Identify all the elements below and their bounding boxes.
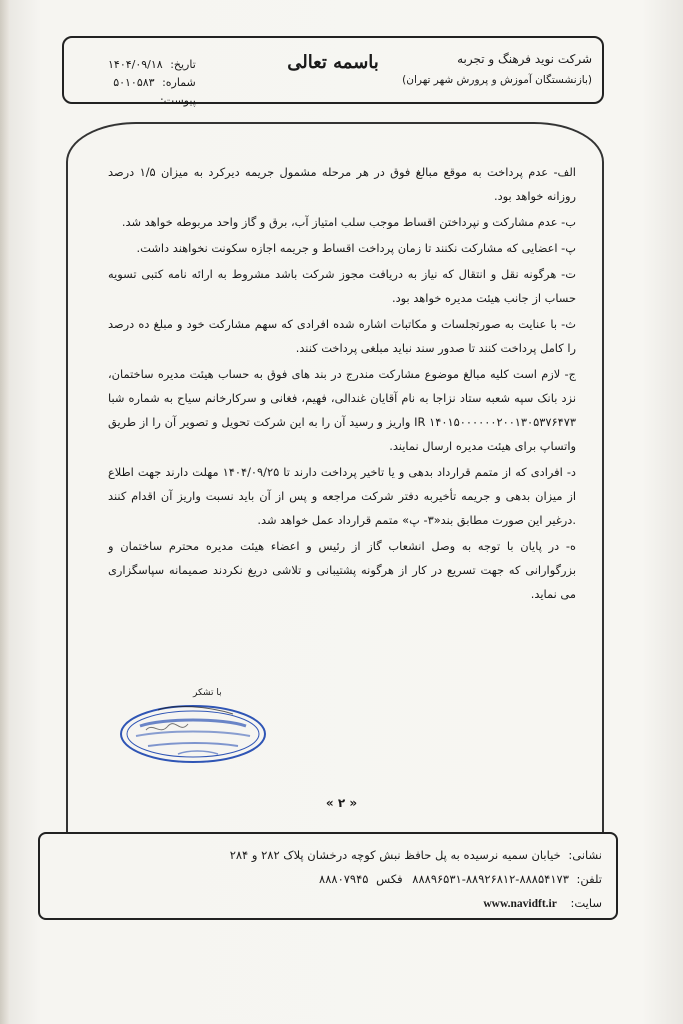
page-number: « ۲ »	[325, 796, 358, 810]
website-url[interactable]: www.navidft.ir	[483, 898, 557, 910]
clause-se: ث- با عنایت به صورتجلسات و مکاتبات اشاره شده افرادی که سهم مشارکت خود و مبلغ ده درصد را کامل پرداخت کنند تا صدور سند نباید مبلغی پرداخت کنند.	[108, 317, 576, 355]
with-thanks: با تشکر	[193, 688, 222, 698]
clause-alef: الف- عدم پرداخت به موقع مبالغ فوق در هر مرحله مشمول جریمه دیرکرد به میزان ۱/۵ درصد روزانه خواهد بود.	[108, 165, 576, 203]
address-text: خیابان سمیه نرسیده به پل حافظ نبش کوچه درخشان پلاک ۲۸۲ و ۲۸۴	[229, 848, 561, 862]
date-row	[108, 56, 196, 74]
fax-label: فکس	[376, 872, 403, 886]
number-value: ۵۰۱۰۵۸۳	[113, 76, 155, 89]
clause-he: ه- در پایان با توجه به وصل انشعاب گاز از رئیس و اعضاء هیئت مدیره محترم ساختمان و بزرگوارانی که جهت تسریع در کار از هرگونه پشتیبانی و تلاشی دریغ نکردند صمیمانه سپاسگزاری می نماید.	[108, 539, 576, 601]
date-value: ۱۴۰۴/۰۹/۱۸	[108, 58, 163, 71]
number-row	[108, 74, 196, 92]
letter-body	[108, 160, 576, 608]
greeting-title: باسمه تعالی	[287, 52, 379, 73]
company-subtitle: (بازنشستگان آموزش و پرورش شهر تهران)	[402, 74, 592, 86]
phone-label: تلفن:	[576, 872, 602, 886]
clause-be: ب- عدم مشارکت و نپرداختن اقساط موجب سلب امتیاز آب، برق و گاز واحد مربوطه خواهد شد.	[121, 215, 576, 229]
date-label: تاریخ:	[170, 58, 196, 71]
attachment-label: پیوست:	[159, 94, 196, 107]
website-label: سایت:	[570, 896, 602, 910]
attachment-row	[108, 92, 196, 110]
clause-pe: پ- اعضایی که مشارکت نکنند تا زمان پرداخت اقساط و جریمه اجازه سکونت نخواهند داشت.	[136, 241, 576, 255]
address-line	[230, 848, 602, 862]
clause-dal: د- افرادی که از متمم قرارداد بدهی و یا تاخیر پرداخت دارند تا ۱۴۰۴/۰۹/۲۵ مهلت دارند جهت اطلاع از میزان بدهی و جریمه تأخیربه دفتر شرکت مراجعه و پس از آن باید نسبت واریز آن اقدام کنند .درغیر این صورت مطابق بند«۳- پ» متمم قرارداد عمل خواهد شد.	[108, 465, 576, 527]
number-label: شماره:	[162, 76, 196, 89]
phone-line	[319, 872, 602, 886]
page-edge	[0, 0, 10, 1024]
company-name: شرکت نوید فرهنگ و تجربه	[457, 52, 592, 66]
letter-meta	[108, 56, 196, 110]
signature-area	[118, 688, 278, 776]
footer-contact-box	[38, 832, 618, 920]
company-stamp-seal	[118, 700, 268, 764]
fax-number: ۸۸۸۰۷۹۴۵	[319, 872, 369, 886]
phone-numbers: ۸۸۸۵۴۱۷۳-۸۸۹۲۶۸۱۲-۸۸۸۹۶۵۳۱	[412, 872, 569, 886]
address-label: نشانی:	[568, 848, 602, 862]
clause-te: ت- هرگونه نقل و انتقال که نیاز به دریافت مجوز شرکت باشد مشروط به ارائه نامه کتبی تسویه حساب از جانب هیئت مدیره خواهد بود.	[108, 267, 576, 305]
clause-jim: ج- لازم است کلیه مبالغ موضوع مشارکت مندرج در بند های فوق به حساب هیئت مدیره ساختمان، نزد بانک سپه شعبه ستاد نزاجا به نام آقایان غندالی، فهیم، فغانی و سرکارخانم سیاح به شماره شبا IR ۱۴۰۱۵۰۰۰۰۰۰۲۰۰۱۳۰۵۳۷۶۴۷۳ واریز و رسید آن را به این شرکت تحویل و تصویر آن را از طریق واتساپ برای هیئت مدیره ارسال نمایند.	[108, 367, 576, 453]
website-line	[483, 896, 602, 910]
